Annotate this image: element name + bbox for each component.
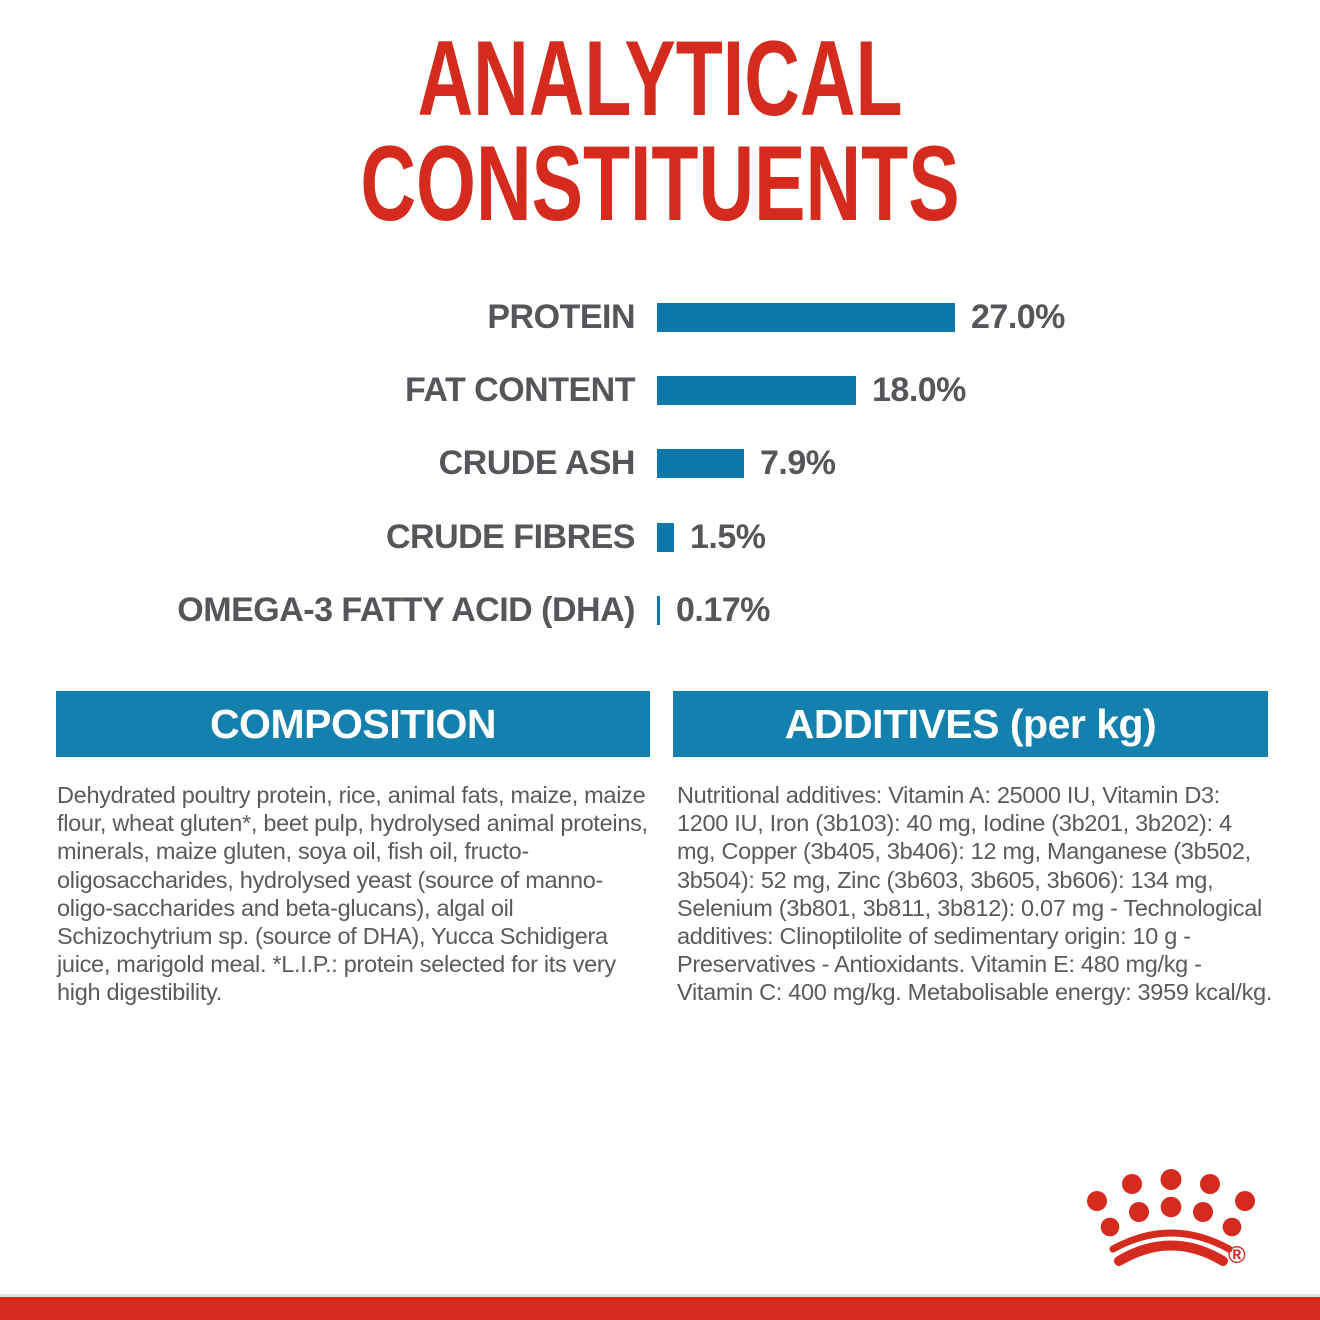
additives-header: ADDITIVES (per kg) — [673, 691, 1268, 757]
additives-text: Nutritional additives: Vitamin A: 25000 IU, Vitamin D3: 1200 IU, Iron (3b103): 40 mg, Iodine (3b201, 3b202): 4 mg, Copper (3b405, 3b406): 12 mg, Manganese (3b502, 3b504): 52 mg, Zinc (3b603, 3b605, 3b606): 134 mg, Selenium (3b801, 3b811, 3b812): 0.07 mg - Technological additives: Clinoptilolite of sedimentary origin: 10 g - Preservatives - Antioxidants. Vitamin E: 480 mg/kg - Vitamin C: 400 mg/kg. Metabolisable energy: 3959 kcal/kg. — [677, 782, 1273, 1006]
bar-label: PROTEIN — [487, 298, 635, 336]
footer-red-bar — [0, 1297, 1320, 1320]
bar-label: FAT CONTENT — [405, 371, 635, 409]
page-title-line-1: ANALYTICAL — [417, 18, 903, 138]
crown-dots — [1087, 1169, 1255, 1236]
registered-trademark-icon: ® — [1228, 1242, 1246, 1269]
bar-value: 1.5% — [690, 518, 766, 556]
bar-fill — [657, 596, 660, 625]
bar-fill — [657, 303, 955, 332]
composition-text: Dehydrated poultry protein, rice, animal fats, maize, maize flour, wheat gluten*, beet pulp, hydrolysed animal proteins, minerals, maize gluten, soya oil, fish oil, fructo-oligosaccharides, hydrolysed yeast (source of manno-oligo-saccharides and beta-glucans), algal oil Schizochytrium sp. (source of DHA), Yucca Schidigera juice, marigold meal. *L.I.P.: protein selected for its very high digestibility. — [57, 782, 648, 1006]
bar-label: CRUDE FIBRES — [385, 518, 635, 556]
chart-row-fat-content — [0, 371, 1320, 409]
bar-label: CRUDE ASH — [438, 444, 635, 482]
chart-row-crude-ash — [0, 444, 1320, 482]
bar-label: OMEGA-3 FATTY ACID (DHA) — [177, 591, 635, 629]
chart-row-protein — [0, 298, 1320, 336]
page-title — [0, 18, 1320, 243]
bar-fill — [657, 449, 744, 478]
chart-row-omega3-dha — [0, 591, 1320, 629]
bar-value: 7.9% — [760, 444, 836, 482]
bar-value: 18.0% — [872, 371, 966, 409]
bar-fill — [657, 523, 674, 552]
bar-fill — [657, 376, 856, 405]
page-title-line-2: CONSTITUENTS — [360, 123, 960, 243]
bar-value: 27.0% — [971, 298, 1065, 336]
crown-arcs — [1113, 1233, 1229, 1261]
bar-value: 0.17% — [676, 591, 770, 629]
chart-row-crude-fibres — [0, 518, 1320, 556]
composition-header: COMPOSITION — [56, 691, 650, 757]
